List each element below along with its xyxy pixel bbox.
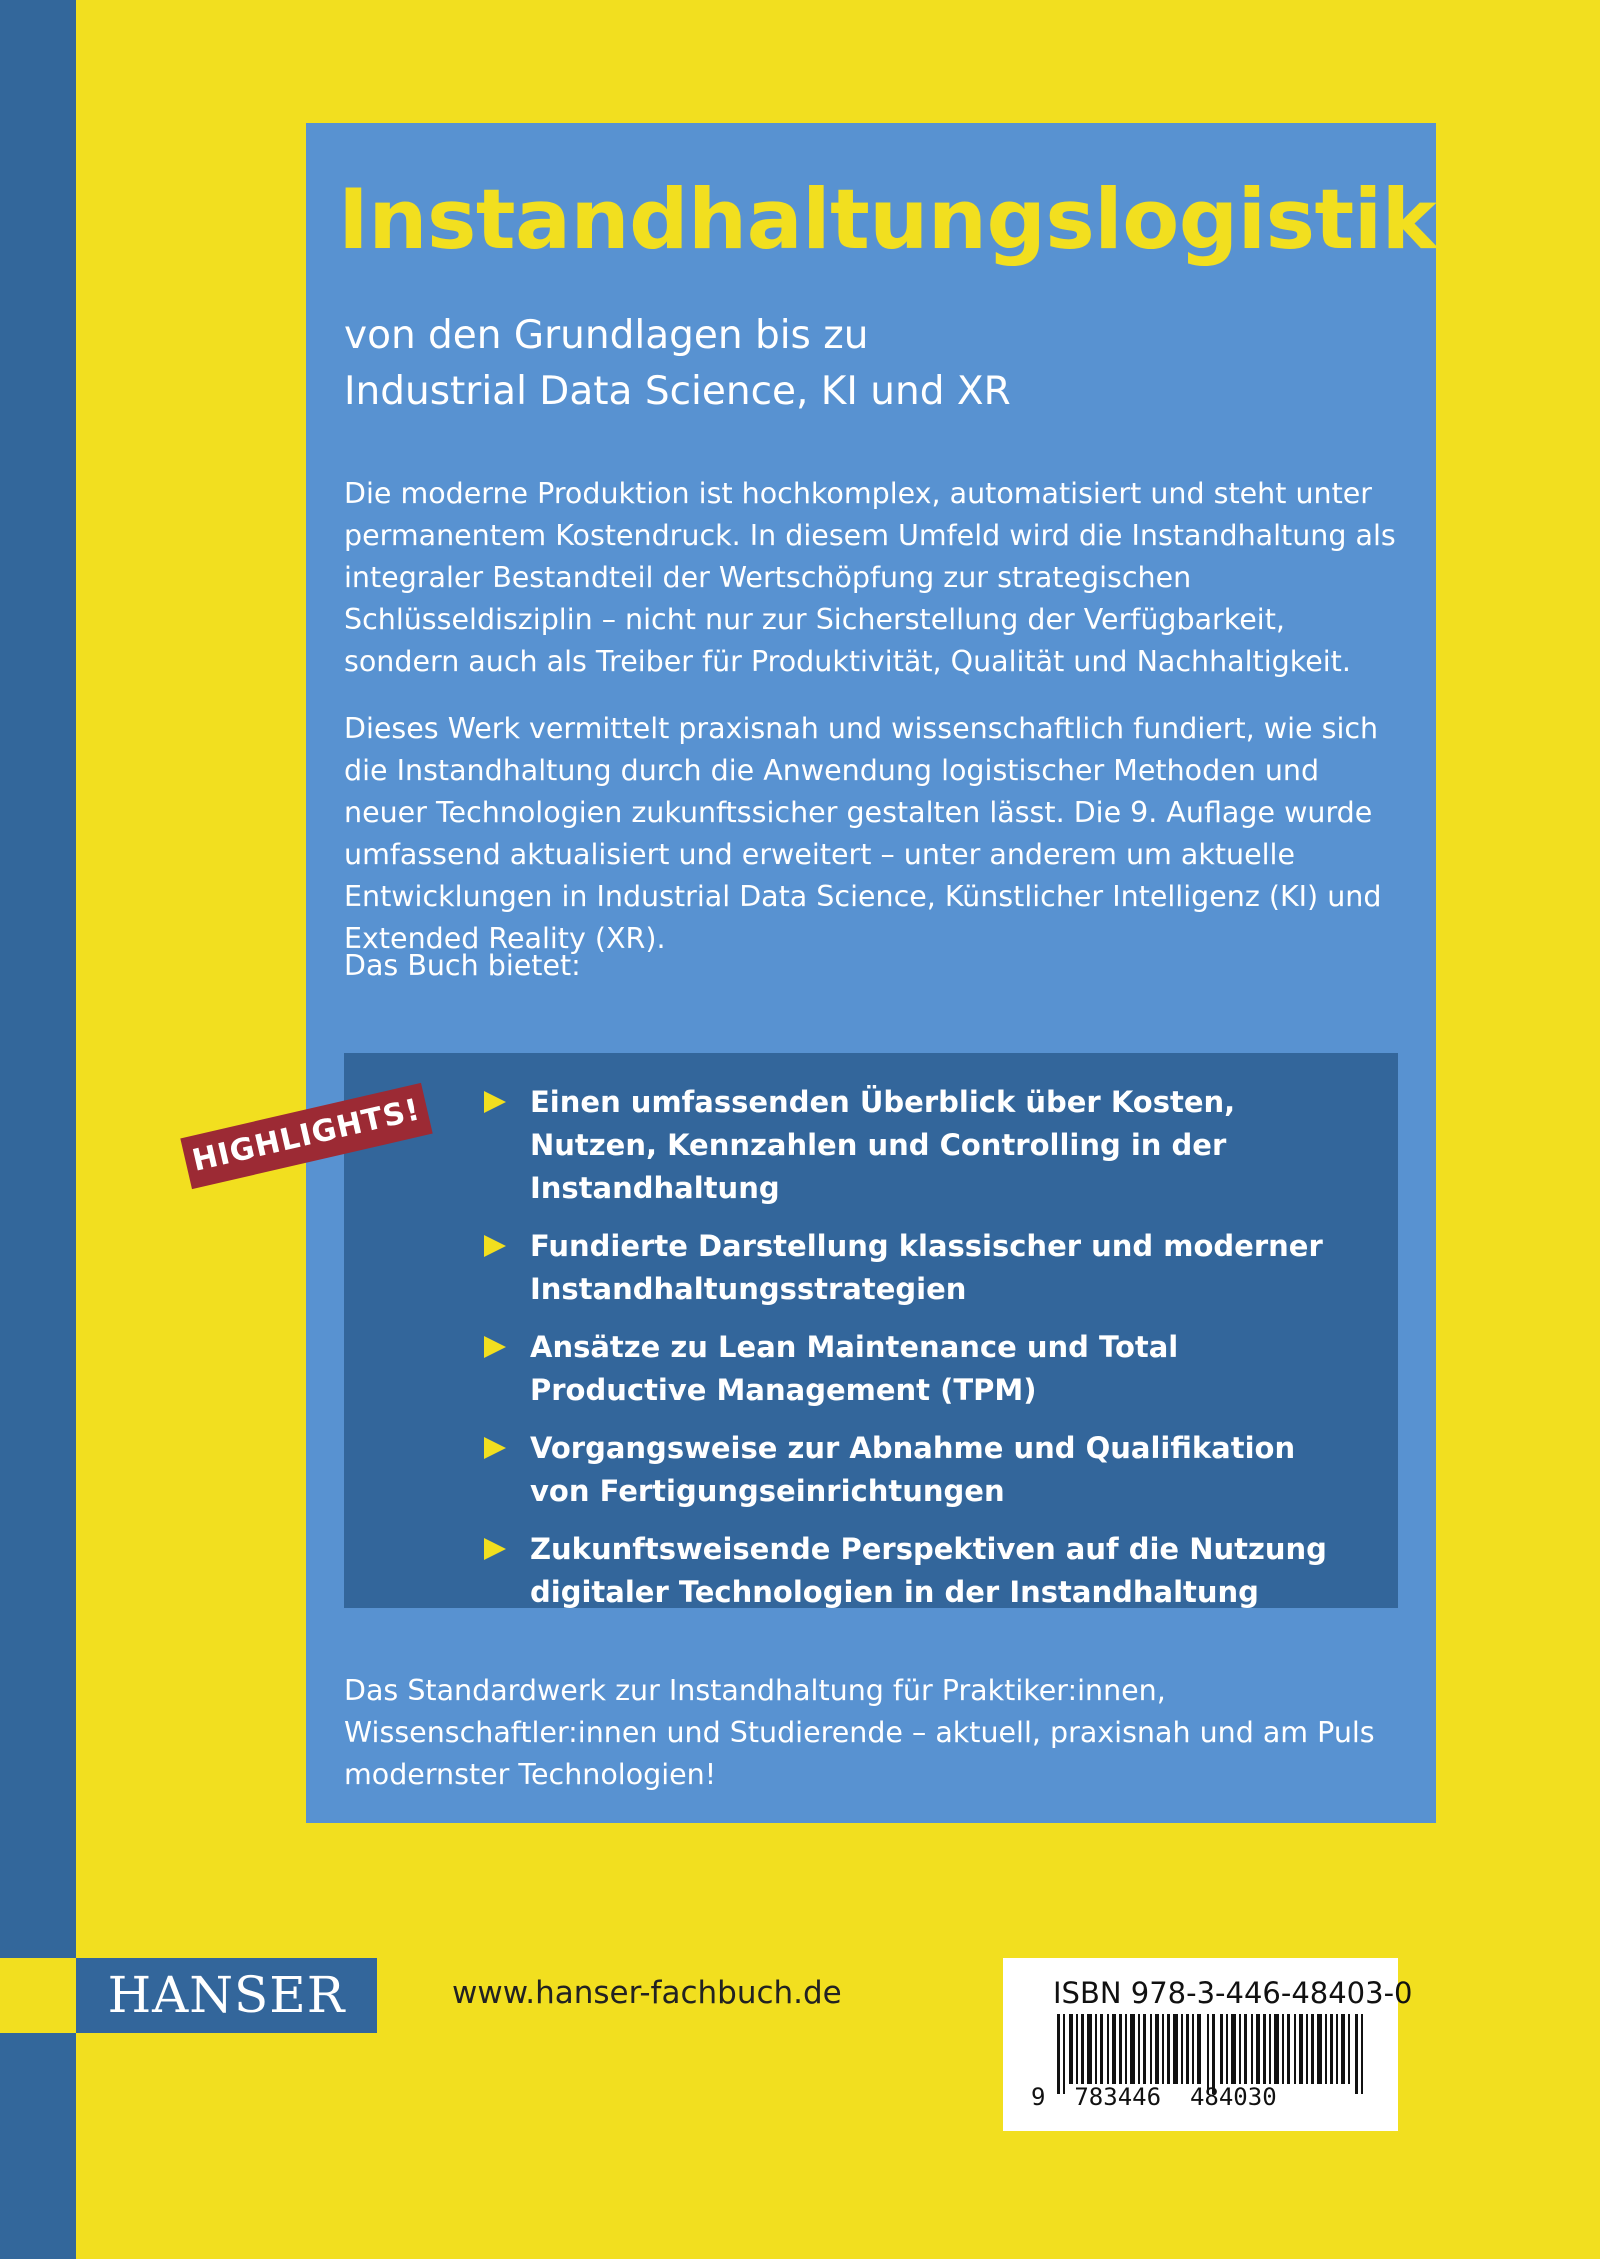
highlights-box (344, 1053, 1398, 1608)
back-cover-panel (306, 123, 1436, 1823)
closing-statement: Das Standardwerk zur Instandhaltung für Praktiker:innen, Wissenschaftler:innen und Studierende – aktuell, praxisnah und am Puls modernster Technologien! (344, 1674, 1375, 1791)
bullet-triangle-icon (484, 1091, 506, 1113)
barcode-icon (1057, 2014, 1375, 2094)
spine-yellow-strip (0, 1958, 76, 2033)
highlights-badge: HIGHLIGHTS! (180, 1083, 432, 1189)
bullet-triangle-icon (484, 1336, 506, 1358)
book-subtitle (344, 308, 1404, 420)
list-intro: Das Buch bietet: (344, 949, 581, 982)
publisher-url: www.hanser-fachbuch.de (452, 1975, 842, 2011)
barcode-digits: 9 783446 484030 (1031, 2083, 1277, 2111)
bullet-triangle-icon (484, 1538, 506, 1560)
highlight-item: Fundierte Darstellung klassischer und moderner Instandhaltungsstrategien (484, 1225, 1364, 1311)
highlights-list (484, 1081, 1364, 1629)
isbn-number: ISBN 978-3-446-48403-0 (1053, 1976, 1413, 2010)
book-title: Instandhaltungslogistik (338, 171, 1437, 268)
highlight-item: Einen umfassenden Überblick über Kosten, Nutzen, Kennzahlen und Controlling in der Instandhaltung (484, 1081, 1364, 1210)
publisher-logo: HANSER (76, 1958, 377, 2033)
bullet-triangle-icon (484, 1437, 506, 1459)
description-paragraph-1: Die moderne Produktion ist hochkomplex, automatisiert und steht unter permanentem Kostendruck. In diesem Umfeld wird die Instandhaltung als integraler Bestandteil der Wertschöpfung zur strategischen Schlüsseldisziplin – nicht nur zur Sicherstellung der Verfügbarkeit, sondern auch als Treiber für Produktivität, Qualität und Nachhaltigkeit. (344, 477, 1396, 678)
spine-bar (0, 0, 76, 2259)
subtitle-line-1: von den Grundlagen bis zu (344, 313, 869, 358)
bullet-triangle-icon (484, 1235, 506, 1257)
description-paragraph-2: Dieses Werk vermittelt praxisnah und wissenschaftlich fundiert, wie sich die Instandhaltung durch die Anwendung logistischer Methoden und neuer Technologien zukunftssicher gestalten lässt. Die 9. Auflage wurde umfassend aktualisiert und erweitert – unter anderem um aktuelle Entwicklungen in Industrial Data Science, Künstlicher Intelligenz (KI) und Extended Reality (XR). (344, 712, 1382, 955)
isbn-barcode-box (1003, 1958, 1413, 2131)
highlight-item: Zukunftsweisende Perspektiven auf die Nutzung digitaler Technologien in der Instandhaltung (484, 1528, 1364, 1614)
subtitle-line-2: Industrial Data Science, KI und XR (344, 369, 1011, 414)
highlight-item: Ansätze zu Lean Maintenance und Total Productive Management (TPM) (484, 1326, 1364, 1412)
highlight-item: Vorgangsweise zur Abnahme und Qualifikation von Fertigungseinrichtungen (484, 1427, 1364, 1513)
